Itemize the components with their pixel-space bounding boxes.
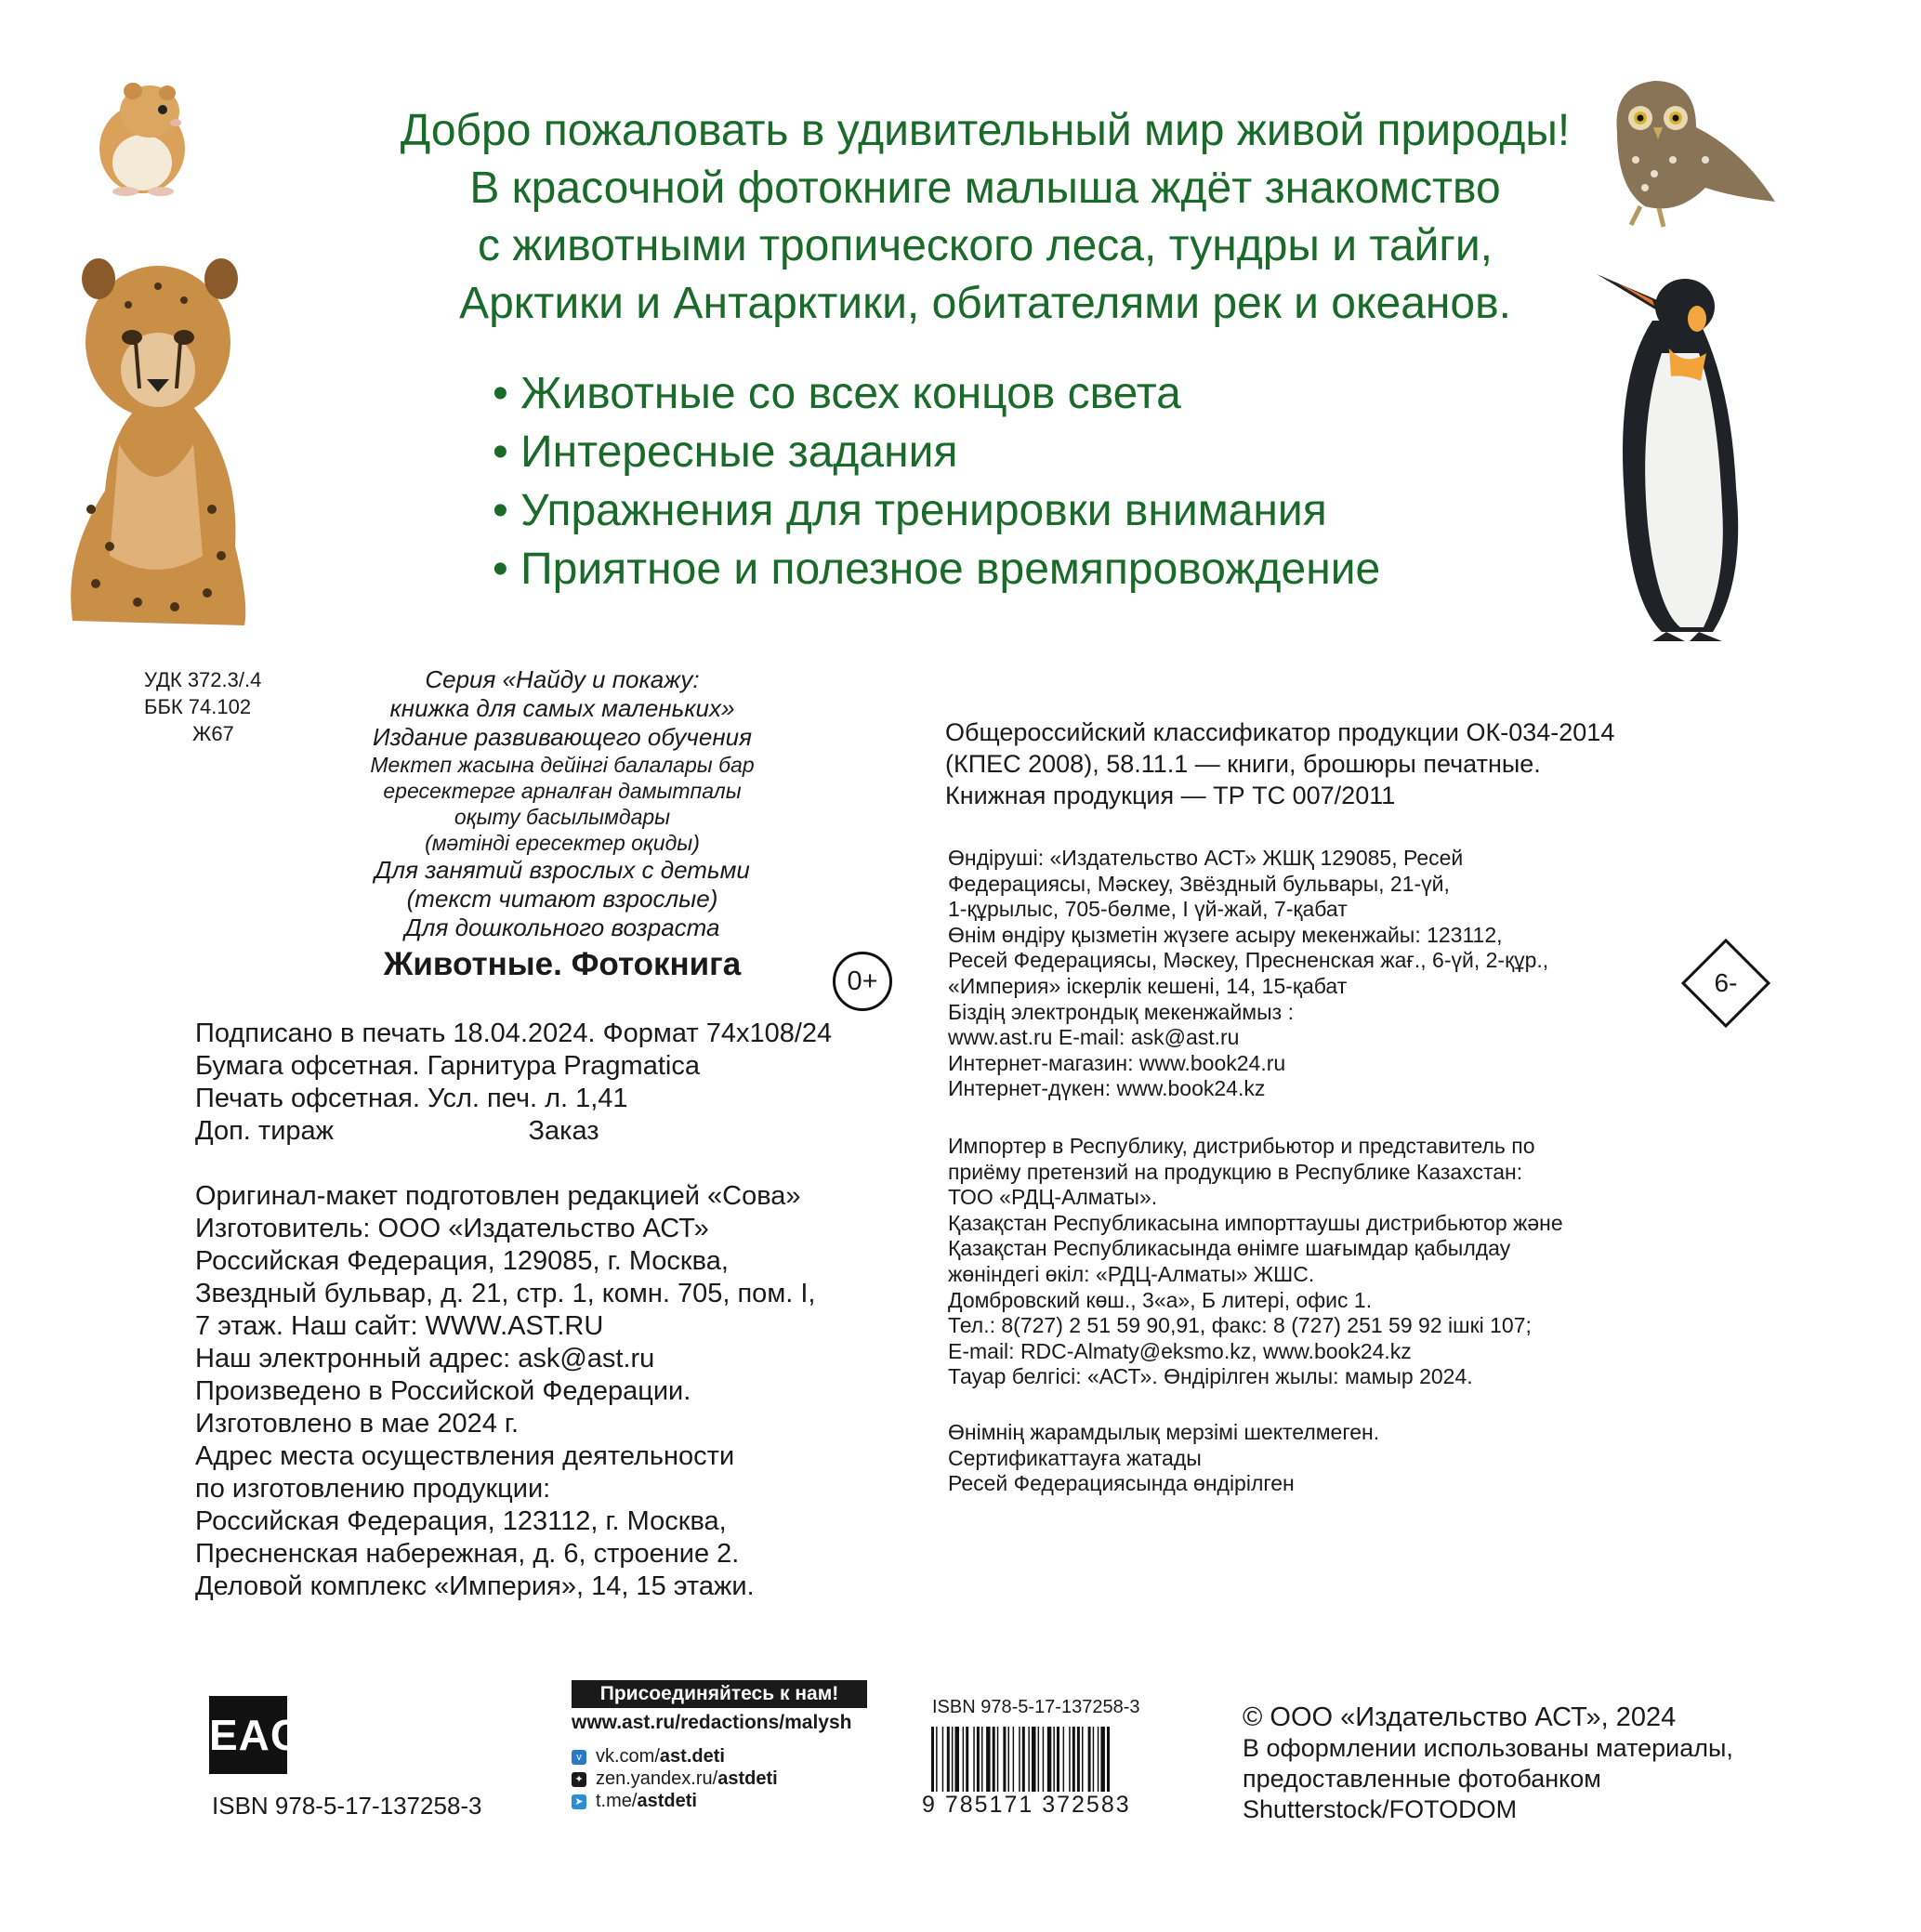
series-kz-line: оқыту басылымдары: [454, 805, 671, 829]
book-title: Животные. Фотокнига: [383, 946, 742, 982]
kz-line: Федерациясы, Мәскеу, Звёздный бульвары, 21-үй,: [948, 871, 1450, 896]
social-link-vk[interactable]: v vk.com/ast.deti: [572, 1745, 778, 1768]
feature-item: • Упражнения для тренировки внимания: [493, 486, 1327, 535]
barcode-digits: 9 785171 372583: [922, 1792, 1131, 1818]
author-mark: Ж67: [192, 722, 234, 745]
kz-line: «Империя» іскерлік кешені, 14, 15-қабат: [948, 973, 1348, 998]
social-link-zen[interactable]: ✦ zen.yandex.ru/astdeti: [572, 1768, 778, 1790]
validity-line: Сертификаттауға жатады: [948, 1445, 1202, 1470]
print-line: Подписано в печать 18.04.2024. Формат 74х108/24: [195, 1019, 833, 1048]
barcode-isbn: ISBN 978-5-17-137258-3: [932, 1697, 1140, 1717]
importer-info: [948, 1134, 1563, 1390]
feature-item: • Приятное и полезное времяпровождение: [493, 545, 1381, 594]
eac-logo: EAC: [209, 1696, 287, 1774]
kz-line: Өндіруші: «Издательство АСТ» ЖШҚ 129085, Ресей: [948, 846, 1464, 870]
kz-line: Өнім өндіру қызметін жүзеге асыру мекенжайы: 123112,: [948, 922, 1503, 947]
importer-line: приёму претензий на продукцию в Республике Казахстан:: [948, 1159, 1523, 1184]
classifier-info: [945, 716, 1614, 811]
info-line: Оригинал-макет подготовлен редакцией «Сова»: [195, 1181, 801, 1211]
info-line: Изготовитель: ООО «Издательство АСТ»: [195, 1214, 709, 1243]
kz-manufacturer-info: [948, 846, 1548, 1102]
info-line: Деловой комплекс «Империя», 14, 15 этажи.: [195, 1571, 755, 1601]
zen-icon: ✦: [572, 1772, 586, 1787]
series-kz-line: (мәтінді ересектер оқиды): [425, 831, 700, 855]
series-kz-line: ересектерге арналған дамытпалы: [383, 779, 742, 803]
validity-info: [948, 1420, 1379, 1497]
manufacturer-info: [195, 1180, 815, 1603]
intro-line: Арктики и Антарктики, обитателями рек и океанов.: [459, 279, 1511, 328]
copyright-line: В оформлении использованы материалы,: [1243, 1734, 1733, 1762]
intro-text: [186, 102, 1784, 333]
series-line: Серия «Найду и покажу:: [425, 665, 700, 693]
age-restriction-label: 6-: [1714, 968, 1738, 997]
info-line: Российская Федерация, 123112, г. Москва,: [195, 1506, 727, 1536]
importer-line: Қазақстан Республикасына импорттаушы дистрибьютор және: [948, 1210, 1563, 1235]
info-line: Изготовлено в мае 2024 г.: [195, 1409, 520, 1439]
importer-line: Қазақстан Республикасында өнімге шағымдар қабылдау: [948, 1236, 1511, 1261]
feature-item: • Животные со всех концов света: [493, 369, 1181, 418]
kz-line: Интернет-магазин: www.book24.ru: [948, 1050, 1286, 1075]
udk-block: [144, 666, 261, 747]
print-line: Печать офсетная. Усл. печ. л. 1,41: [195, 1084, 628, 1113]
join-url-link[interactable]: www.ast.ru/redactions/malysh: [572, 1712, 852, 1733]
intro-line: с животными тропического леса, тундры и тайги,: [478, 221, 1493, 270]
social-links: [572, 1745, 778, 1812]
age-rating-badge: 0+: [833, 952, 892, 1011]
print-line: Бумага офсетная. Гарнитура Pragmatica: [195, 1051, 700, 1081]
isbn-text: ISBN 978-5-17-137258-3: [212, 1792, 482, 1820]
kz-line: Ресей Федерациясы, Мәскеу, Пресненская жағ., 6-үй, 2-құр.,: [948, 948, 1549, 973]
series-line: Издание развивающего обучения: [372, 723, 753, 751]
series-kz-line: Мектеп жасына дейінгі балалары бар: [370, 753, 755, 777]
intro-line: Добро пожаловать в удивительный мир живой природы!: [400, 106, 1571, 155]
importer-line: Тел.: 8(727) 2 51 59 90,91, факс: 8 (727) 251 59 92 ішкі 107;: [948, 1313, 1532, 1338]
vk-icon: v: [572, 1750, 586, 1765]
classifier-line: Книжная продукция — ТР ТС 007/2011: [945, 782, 1396, 809]
telegram-icon: ➤: [572, 1794, 586, 1809]
kz-line: www.ast.ru E-mail: ask@ast.ru: [948, 1025, 1240, 1050]
importer-line: ТОО «РДЦ-Алматы».: [948, 1185, 1158, 1210]
print-info: [195, 1018, 832, 1148]
info-line: Российская Федерация, 129085, г. Москва,: [195, 1246, 729, 1276]
series-block: [316, 665, 809, 985]
social-link-telegram[interactable]: ➤ t.me/astdeti: [572, 1790, 778, 1812]
classifier-line: (КПЕС 2008), 58.11.1 — книги, брошюры печатные.: [945, 750, 1541, 778]
info-line: Адрес места осуществления деятельности: [195, 1441, 735, 1471]
info-line: по изготовлению продукции:: [195, 1474, 551, 1504]
info-line: Наш электронный адрес: ask@ast.ru: [195, 1344, 655, 1373]
hamster-image: [88, 74, 191, 200]
bbk-line: ББК 74.102: [144, 695, 252, 718]
kz-line: Біздің электрондық мекенжаймыз :: [948, 999, 1294, 1024]
info-line: 7 этаж. Наш сайт: WWW.AST.RU: [195, 1311, 604, 1341]
classifier-line: Общероссийский классификатор продукции ОК-034-2014: [945, 718, 1615, 746]
series-ru-line: Для дошкольного возраста: [404, 913, 720, 941]
udk-line: УДК 372.3/.4: [144, 668, 262, 691]
importer-line: E-mail: RDC-Almaty@eksmo.kz, www.book24.kz: [948, 1338, 1412, 1363]
importer-line: жөніндегі өкіл: «РДЦ-Алматы» ЖШС.: [948, 1261, 1315, 1286]
copyright-line: предоставленные фотобанком: [1243, 1765, 1601, 1793]
importer-line: Домбровский көш., 3«а», Б литері, офис 1.: [948, 1287, 1373, 1312]
copyright-line: © ООО «Издательство АСТ», 2024: [1243, 1702, 1677, 1732]
feature-item: • Интересные задания: [493, 427, 958, 477]
copyright-info: [1243, 1702, 1733, 1825]
importer-line: Тауар белгісі: «АСТ». Өндірілген жылы: мамыр 2024.: [948, 1364, 1473, 1389]
series-ru-line: (текст читают взрослые): [406, 885, 718, 913]
validity-line: Ресей Федерациясында өндірілген: [948, 1471, 1295, 1496]
importer-line: Импортер в Республику, дистрибьютор и представитель по: [948, 1134, 1535, 1158]
copyright-line: Shutterstock/FOTODOM: [1243, 1795, 1518, 1823]
intro-line: В красочной фотокниге малыша ждёт знакомство: [469, 164, 1501, 213]
features-list: [493, 364, 1380, 598]
series-line: книжка для самых маленьких»: [389, 694, 735, 722]
kz-line: 1-құрылыс, 705-бөлме, I үй-жай, 7-қабат: [948, 897, 1348, 922]
info-line: Пресненская набережная, д. 6, строение 2.: [195, 1539, 740, 1569]
info-line: Звездный бульвар, д. 21, стр. 1, комн. 705, пом. I,: [195, 1279, 816, 1308]
validity-line: Өнімнің жарамдылық мерзімі шектелмеген.: [948, 1420, 1380, 1444]
join-banner: Присоединяйтесь к нам!: [572, 1680, 867, 1708]
print-line: Доп. тираж Заказ: [195, 1116, 599, 1146]
kz-line: Интернет-дүкен: www.book24.kz: [948, 1076, 1266, 1101]
info-line: Произведено в Российской Федерации.: [195, 1376, 691, 1406]
age-restriction-badge: [1681, 939, 1770, 1028]
series-ru-line: Для занятий взрослых с детьми: [375, 856, 750, 884]
